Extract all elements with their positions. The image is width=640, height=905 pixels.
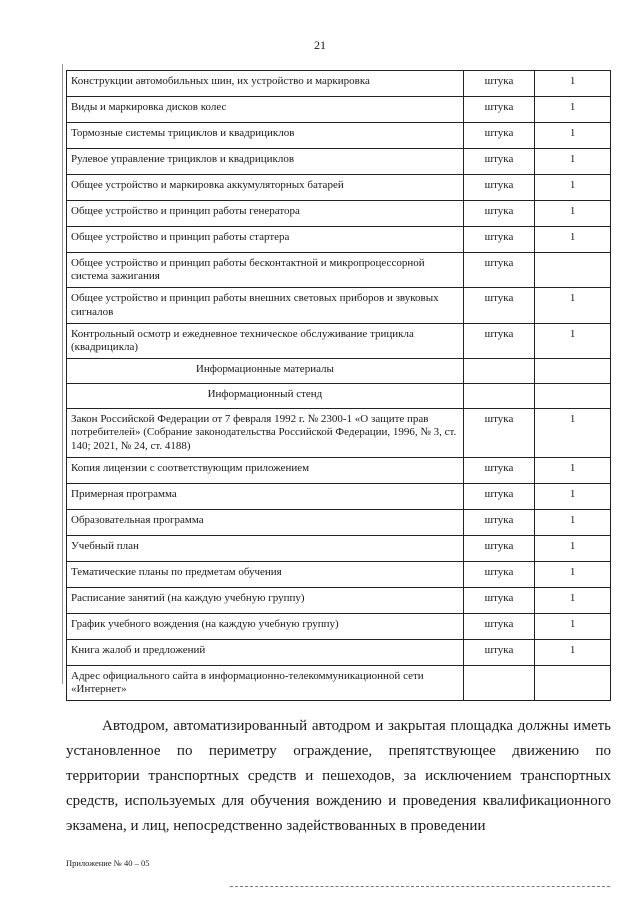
unit-cell: штука — [463, 288, 534, 323]
body-paragraph — [66, 714, 611, 839]
table-row — [67, 409, 611, 458]
item-name-cell: Образовательная программа — [67, 509, 464, 535]
body-paragraph-text: Автодром, автоматизированный автодром и закрытая площадка должны иметь установленное по периметру ограждение, препятствующее движению по территории транспортных средств и пешеходов, за исключением транспортных средств, используемых для обучения вождению и проведения квалификационного экзамена, и лиц, непосредственно задействованных в проведении — [66, 718, 611, 834]
table-row — [67, 509, 611, 535]
table-row — [67, 535, 611, 561]
quantity-cell: 1 — [535, 613, 611, 639]
scan-artifact-line — [230, 886, 610, 888]
table-row — [67, 253, 611, 288]
table-row — [67, 97, 611, 123]
item-name-cell: Учебный план — [67, 535, 464, 561]
table-row — [67, 227, 611, 253]
item-name-cell: Общее устройство и маркировка аккумуляторных батарей — [67, 175, 464, 201]
equipment-table — [66, 70, 611, 701]
table-row — [67, 587, 611, 613]
page-number: 21 — [314, 38, 326, 52]
item-name-cell: Тематические планы по предметам обучения — [67, 561, 464, 587]
table-row — [67, 483, 611, 509]
quantity-cell: 1 — [535, 149, 611, 175]
quantity-cell: 1 — [535, 409, 611, 458]
empty-cell — [463, 359, 534, 384]
table-row — [67, 639, 611, 665]
item-name-cell: Рулевое управление трициклов и квадрициклов — [67, 149, 464, 175]
item-name-cell: Конструкции автомобильных шин, их устройство и маркировка — [67, 71, 464, 97]
quantity-cell: 1 — [535, 175, 611, 201]
quantity-cell: 1 — [535, 123, 611, 149]
quantity-cell: 1 — [535, 561, 611, 587]
subsection-heading-row — [67, 384, 611, 409]
unit-cell: штука — [463, 509, 534, 535]
quantity-cell: 1 — [535, 483, 611, 509]
quantity-cell: 1 — [535, 97, 611, 123]
unit-cell: штука — [463, 561, 534, 587]
empty-cell — [535, 359, 611, 384]
unit-cell: штука — [463, 149, 534, 175]
item-name-cell: Копия лицензии с соответствующим приложением — [67, 457, 464, 483]
table-row — [67, 71, 611, 97]
quantity-cell: 1 — [535, 639, 611, 665]
unit-cell: штука — [463, 97, 534, 123]
table-row — [67, 613, 611, 639]
quantity-cell: 1 — [535, 323, 611, 358]
table-row — [67, 149, 611, 175]
quantity-cell — [535, 253, 611, 288]
item-name-cell: Общее устройство и принцип работы генератора — [67, 201, 464, 227]
unit-cell: штука — [463, 535, 534, 561]
table-row — [67, 561, 611, 587]
table-row — [67, 175, 611, 201]
quantity-cell: 1 — [535, 457, 611, 483]
unit-cell — [463, 665, 534, 700]
table-row — [67, 201, 611, 227]
empty-cell — [463, 384, 534, 409]
table-row — [67, 288, 611, 323]
item-name-cell: Общее устройство и принцип работы стартера — [67, 227, 464, 253]
item-name-cell: Контрольный осмотр и ежедневное техническое обслуживание трицикла (квадрицикла) — [67, 323, 464, 358]
empty-cell — [535, 384, 611, 409]
left-margin-line — [62, 64, 63, 684]
unit-cell: штука — [463, 227, 534, 253]
item-name-cell: Тормозные системы трициклов и квадрициклов — [67, 123, 464, 149]
unit-cell: штука — [463, 71, 534, 97]
unit-cell: штука — [463, 639, 534, 665]
unit-cell: штука — [463, 613, 534, 639]
item-name-cell: Виды и маркировка дисков колес — [67, 97, 464, 123]
unit-cell: штука — [463, 457, 534, 483]
quantity-cell: 1 — [535, 288, 611, 323]
item-name-cell: Расписание занятий (на каждую учебную группу) — [67, 587, 464, 613]
table-row — [67, 123, 611, 149]
section-heading-row — [67, 359, 611, 384]
quantity-cell: 1 — [535, 535, 611, 561]
table-row — [67, 457, 611, 483]
unit-cell: штука — [463, 253, 534, 288]
item-name-cell: Примерная программа — [67, 483, 464, 509]
item-name-cell: Книга жалоб и предложений — [67, 639, 464, 665]
item-name-cell: Общее устройство и принцип работы бесконтактной и микропроцессорной система зажигания — [67, 253, 464, 288]
quantity-cell: 1 — [535, 201, 611, 227]
subsection-heading: Информационный стенд — [67, 384, 464, 409]
unit-cell: штука — [463, 201, 534, 227]
item-name-cell: Общее устройство и принцип работы внешних световых приборов и звуковых сигналов — [67, 288, 464, 323]
unit-cell: штука — [463, 175, 534, 201]
quantity-cell: 1 — [535, 587, 611, 613]
unit-cell: штука — [463, 483, 534, 509]
item-name-cell: График учебного вождения (на каждую учебную группу) — [67, 613, 464, 639]
table-row — [67, 665, 611, 700]
quantity-cell: 1 — [535, 227, 611, 253]
quantity-cell: 1 — [535, 509, 611, 535]
quantity-cell — [535, 665, 611, 700]
item-name-cell: Закон Российской Федерации от 7 февраля 1992 г. № 2300-1 «О защите прав потребителей» (Собрание законодательства Российской Федерации, 1996, № 3, ст. 140; 2021, № 24, ст. 4188) — [67, 409, 464, 458]
unit-cell: штука — [463, 587, 534, 613]
unit-cell: штука — [463, 409, 534, 458]
table-row — [67, 323, 611, 358]
unit-cell: штука — [463, 123, 534, 149]
section-heading: Информационные материалы — [67, 359, 464, 384]
quantity-cell: 1 — [535, 71, 611, 97]
unit-cell: штука — [463, 323, 534, 358]
footer-label: Приложение № 40 – 05 — [66, 858, 150, 868]
item-name-cell: Адрес официального сайта в информационно-телекоммуникационной сети «Интернет» — [67, 665, 464, 700]
